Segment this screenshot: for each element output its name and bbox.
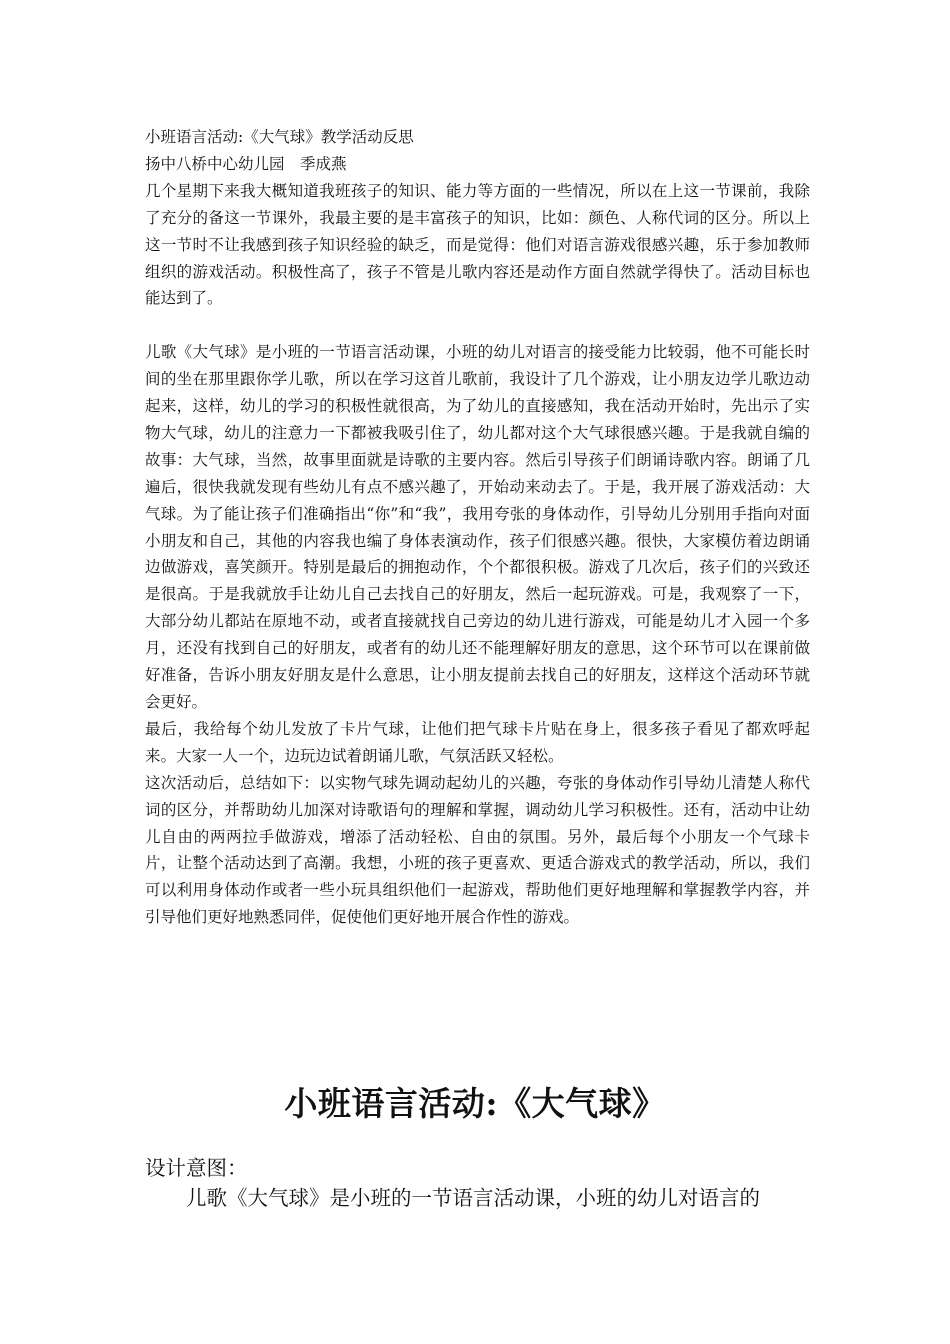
paragraph-gap (145, 312, 810, 339)
reflection-paragraph-1: 几个星期下来我大概知道我班孩子的知识、能力等方面的一些情况，所以在上这一节课前，我除了充分的备这一节课外，我最主要的是丰富孩子的知识，比如：颜色、人称代词的区分。所以上这一节时不让我感到孩子知识经验的缺乏，而是觉得：他们对语言游戏很感兴趣，乐于参加教师组织的游戏活动。积极性高了，孩子不管是儿歌内容还是动作方面自然就学得快了。活动目标也能达到了。 (145, 181, 810, 308)
lesson-title: 小班语言活动:《大气球》 (284, 1084, 666, 1123)
author-line: 扬中八桥中心幼儿园 季成燕 (145, 154, 347, 173)
reflection-paragraph-4: 这次活动后，总结如下：以实物气球先调动起幼儿的兴趣，夸张的身体动作引导幼儿清楚人称代词的区分，并帮助幼儿加深对诗歌语句的理解和掌握，调动幼儿学习积极性。还有，活动中让幼儿自由的两两拉手做游戏，增添了活动轻松、自由的氛围。另外，最后每个小朋友一个气球卡片，让整个活动达到了高潮。我想，小班的孩子更喜欢、更适合游戏式的教学活动，所以，我们可以利用身体动作或者一些小玩具组织他们一起游戏，帮助他们更好地理解和掌握教学内容，并引导他们更好地熟悉同伴，促使他们更好地开展合作性的游戏。 (145, 773, 810, 927)
design-intent-text: 儿歌《大气球》是小班的一节语言活动课，小班的幼儿对语言的 (186, 1186, 760, 1210)
reflection-paragraph-3: 最后，我给每个幼儿发放了卡片气球，让他们把气球卡片贴在身上，很多孩子看见了都欢呼起来。大家一人一个，边玩边试着朗诵儿歌，气氛活跃又轻松。 (145, 719, 810, 765)
design-intent-label: 设计意图： (145, 1156, 248, 1180)
reflection-title: 小班语言活动:《大气球》教学活动反思 (145, 128, 414, 146)
reflection-section (145, 124, 810, 931)
reflection-paragraph-2: 儿歌《大气球》是小班的一节语言活动课，小班的幼儿对语言的接受能力比较弱，他不可能长时间的坐在那里跟你学儿歌，所以在学习这首儿歌前，我设计了几个游戏，让小朋友边学儿歌边动起来，这样，幼儿的学习的积极性就很高，为了幼儿的直接感知，我在活动开始时，先出示了实物大气球，幼儿的注意力一下都被我吸引住了，幼儿都对这个大气球很感兴趣。于是我就自编的故事：大气球，当然，故事里面就是诗歌的主要内容。然后引导孩子们朗诵诗歌内容。朗诵了几遍后，很快我就发现有些幼儿有点不感兴趣了，开始动来动去了。于是，我开展了游戏活动：大气球。为了能让孩子们准确指出“你”和“我”，我用夸张的身体动作，引导幼儿分别用手指向对面小朋友和自己，其他的内容我也编了身体表演动作，孩子们很感兴趣。很快，大家模仿着边朗诵边做游戏，喜笑颜开。特别是最后的拥抱动作，个个都很积极。游戏了几次后，孩子们的兴致还是很高。于是我就放手让幼儿自己去找自己的好朋友，然后一起玩游戏。可是，我观察了一下，大部分幼儿都站在原地不动，或者直接就找自己旁边的幼儿进行游戏，可能是幼儿才入园一个多月，还没有找到自己的好朋友，或者有的幼儿还不能理解好朋友的意思，这个环节可以在课前做好准备，告诉小朋友好朋友是什么意思，让小朋友提前去找自己的好朋友，这样这个活动环节就会更好。 (145, 343, 810, 712)
